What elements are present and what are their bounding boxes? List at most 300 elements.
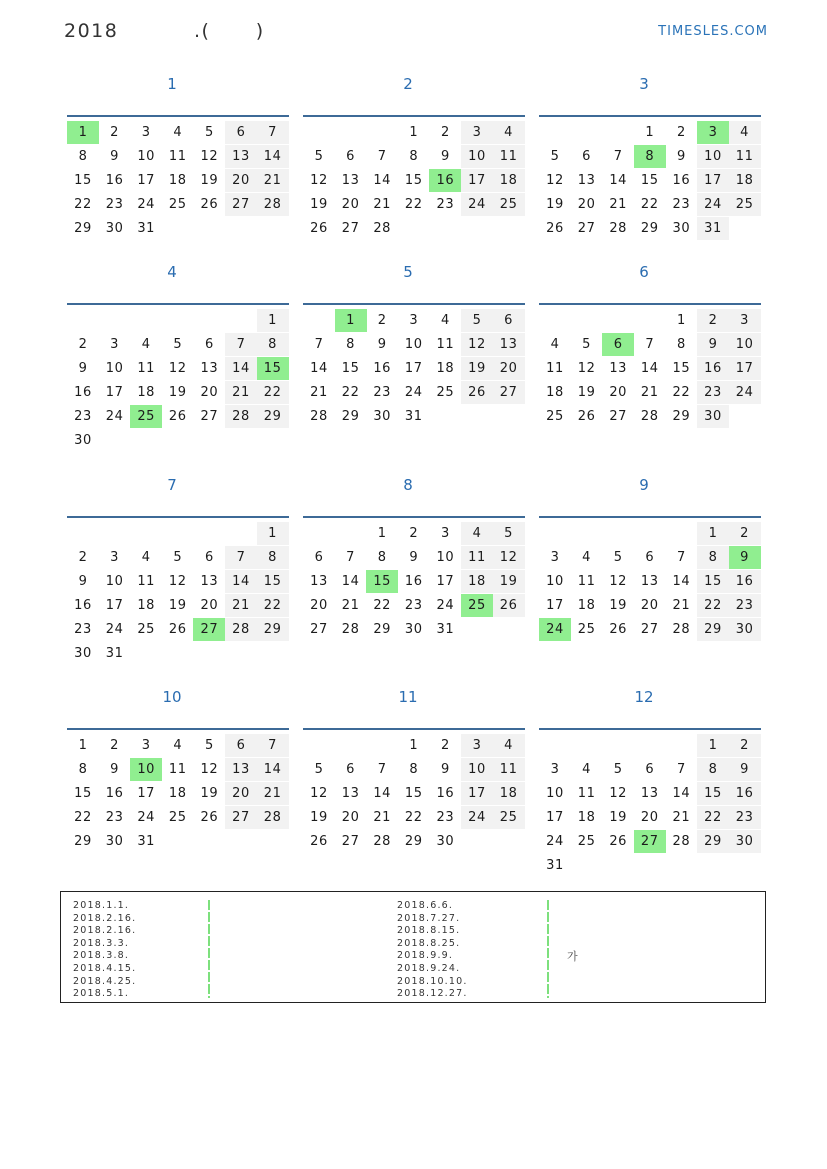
day-cell: 13 — [640, 574, 659, 589]
holiday-day-cell: 8 — [634, 145, 666, 168]
month-title: 11 — [398, 688, 418, 706]
day-cell: 8 — [78, 762, 88, 777]
day-cell: 7 — [225, 546, 257, 569]
legend-date: 2018.6.6. — [397, 900, 454, 911]
day-cell: 21 — [341, 598, 360, 613]
legend-date: 2018.4.15. — [73, 962, 137, 974]
day-cell: 14 — [225, 570, 257, 593]
holiday-day-cell: 10 — [130, 758, 162, 781]
day-cell: 13 — [609, 361, 628, 376]
day-cell: 4 — [173, 738, 183, 753]
day-cell: 22 — [257, 594, 289, 617]
day-cell: 17 — [137, 173, 156, 188]
day-cell: 11 — [137, 361, 156, 376]
day-cell: 14 — [672, 786, 691, 801]
legend-date: 2018.1.1. — [73, 900, 130, 911]
day-cell: 5 — [173, 550, 183, 565]
day-cell: 12 — [461, 333, 493, 356]
day-cell: 3 — [461, 734, 493, 757]
day-cell: 17 — [404, 361, 423, 376]
day-cell: 24 — [729, 381, 761, 404]
legend-right-holiday-bar — [547, 900, 549, 998]
day-cell: 17 — [461, 782, 493, 805]
holiday-day-cell: 24 — [539, 618, 571, 641]
month-rule — [539, 728, 761, 730]
day-cell: 5 — [461, 309, 493, 332]
day-cell: 22 — [672, 385, 691, 400]
day-cell: 6 — [346, 762, 356, 777]
day-cell: 10 — [461, 145, 493, 168]
day-cell: 8 — [377, 550, 387, 565]
month-rule — [67, 516, 289, 518]
day-cell: 10 — [697, 145, 729, 168]
day-cell: 23 — [672, 197, 691, 212]
day-cell: 26 — [609, 622, 628, 637]
day-cell: 17 — [546, 598, 564, 613]
day-cell: 22 — [697, 806, 729, 829]
day-cell: 26 — [200, 197, 219, 212]
day-cell: 11 — [168, 762, 187, 777]
day-cell: 21 — [373, 197, 392, 212]
day-cell: 2 — [409, 526, 419, 541]
day-cell: 17 — [697, 169, 729, 192]
day-cell: 17 — [729, 357, 761, 380]
day-cell: 2 — [440, 738, 450, 753]
day-cell: 4 — [729, 121, 761, 144]
day-cell: 19 — [168, 598, 187, 613]
month-rule — [303, 728, 525, 730]
day-cell: 11 — [461, 546, 493, 569]
day-cell: 28 — [310, 409, 328, 424]
day-cell: 26 — [200, 810, 219, 825]
day-cell: 9 — [440, 762, 450, 777]
day-cell: 30 — [729, 618, 761, 641]
day-cell: 16 — [373, 361, 392, 376]
day-cell: 17 — [137, 786, 156, 801]
legend-date: 2018.9.9. — [397, 950, 454, 962]
day-cell: 27 — [200, 409, 219, 424]
day-cell: 6 — [645, 550, 655, 565]
day-cell: 18 — [436, 361, 455, 376]
legend-date: 2018.3.3. — [73, 937, 130, 949]
day-cell: 27 — [609, 409, 628, 424]
day-cell: 23 — [729, 594, 761, 617]
day-cell: 15 — [697, 570, 729, 593]
day-cell: 5 — [613, 550, 623, 565]
day-cell: 30 — [74, 646, 92, 661]
day-cell: 19 — [461, 357, 493, 380]
day-cell: 22 — [404, 810, 423, 825]
day-cell: 21 — [310, 385, 328, 400]
month-title: 7 — [167, 476, 177, 494]
day-cell: 7 — [257, 734, 289, 757]
day-cell: 23 — [436, 810, 455, 825]
legend-date: 2018.4.25. — [73, 975, 137, 987]
day-cell: 6 — [582, 149, 592, 164]
day-cell: 7 — [377, 762, 387, 777]
day-cell: 30 — [404, 622, 423, 637]
legend-right-column — [397, 900, 468, 1001]
day-cell: 14 — [257, 145, 289, 168]
day-cell: 28 — [672, 622, 691, 637]
day-cell: 26 — [493, 594, 525, 617]
day-cell: 23 — [74, 409, 92, 424]
day-cell: 14 — [341, 574, 360, 589]
day-cell: 29 — [404, 834, 423, 849]
day-cell: 7 — [676, 550, 686, 565]
calendar-title — [64, 20, 265, 42]
holiday-day-cell: 15 — [366, 570, 398, 593]
day-cell: 10 — [546, 574, 564, 589]
day-cell: 9 — [676, 149, 686, 164]
legend-date: 2018.3.8. — [73, 950, 130, 962]
day-cell: 8 — [346, 337, 356, 352]
day-cell: 8 — [78, 149, 88, 164]
day-cell: 2 — [729, 734, 761, 757]
day-cell: 31 — [137, 834, 156, 849]
day-cell: 23 — [105, 810, 124, 825]
day-cell: 6 — [204, 337, 214, 352]
day-cell: 12 — [577, 361, 596, 376]
day-cell: 26 — [168, 622, 187, 637]
day-cell: 21 — [225, 594, 257, 617]
day-cell: 27 — [341, 834, 360, 849]
day-cell: 1 — [78, 738, 88, 753]
day-cell: 2 — [110, 738, 120, 753]
day-cell: 18 — [546, 385, 564, 400]
day-cell: 28 — [341, 622, 360, 637]
day-cell: 25 — [546, 409, 564, 424]
holiday-day-cell: 16 — [429, 169, 461, 192]
day-cell: 10 — [729, 333, 761, 356]
day-cell: 10 — [461, 758, 493, 781]
day-cell: 14 — [640, 361, 659, 376]
day-cell: 28 — [225, 405, 257, 428]
month-rule — [303, 303, 525, 305]
day-cell: 3 — [729, 309, 761, 332]
day-cell: 30 — [672, 221, 691, 236]
day-cell: 19 — [310, 810, 328, 825]
day-cell: 23 — [697, 381, 729, 404]
day-cell: 14 — [225, 357, 257, 380]
day-cell: 21 — [225, 381, 257, 404]
holiday-day-cell: 1 — [335, 309, 367, 332]
holiday-day-cell: 6 — [602, 333, 634, 356]
day-cell: 13 — [310, 574, 328, 589]
day-cell: 11 — [577, 574, 596, 589]
month-title: 12 — [634, 688, 654, 706]
day-cell: 7 — [314, 337, 324, 352]
day-cell: 15 — [74, 786, 92, 801]
day-cell: 19 — [546, 197, 564, 212]
day-cell: 3 — [141, 738, 151, 753]
day-cell: 2 — [440, 125, 450, 140]
month-title: 10 — [162, 688, 182, 706]
day-cell: 13 — [341, 173, 360, 188]
legend-date: 2018.10.10. — [397, 975, 468, 987]
day-cell: 4 — [550, 337, 560, 352]
day-cell: 16 — [404, 574, 423, 589]
day-cell: 30 — [105, 221, 124, 236]
day-cell: 20 — [577, 197, 596, 212]
day-cell: 22 — [74, 810, 92, 825]
month-title: 9 — [639, 476, 649, 494]
day-cell: 27 — [493, 381, 525, 404]
day-cell: 24 — [546, 834, 564, 849]
day-cell: 14 — [310, 361, 328, 376]
day-cell: 6 — [493, 309, 525, 332]
day-cell: 18 — [168, 173, 187, 188]
day-cell: 10 — [137, 149, 156, 164]
day-cell: 18 — [461, 570, 493, 593]
day-cell: 29 — [74, 834, 92, 849]
day-cell: 28 — [373, 221, 392, 236]
day-cell: 13 — [200, 574, 219, 589]
day-cell: 17 — [105, 385, 124, 400]
day-cell: 29 — [697, 618, 729, 641]
day-cell: 18 — [729, 169, 761, 192]
day-cell: 25 — [168, 197, 187, 212]
day-cell: 22 — [74, 197, 92, 212]
day-cell: 12 — [609, 786, 628, 801]
legend-date: 2018.7.27. — [397, 912, 461, 924]
day-cell: 2 — [377, 313, 387, 328]
holiday-day-cell: 9 — [729, 546, 761, 569]
day-cell: 8 — [676, 337, 686, 352]
day-cell: 23 — [373, 385, 392, 400]
day-cell: 20 — [341, 197, 360, 212]
day-cell: 9 — [729, 758, 761, 781]
day-cell: 19 — [200, 786, 219, 801]
day-cell: 25 — [436, 385, 455, 400]
day-cell: 2 — [110, 125, 120, 140]
day-cell: 15 — [697, 782, 729, 805]
day-cell: 15 — [74, 173, 92, 188]
day-cell: 21 — [257, 169, 289, 192]
day-cell: 4 — [493, 734, 525, 757]
day-cell: 12 — [168, 574, 187, 589]
day-cell: 6 — [314, 550, 324, 565]
day-cell: 27 — [640, 622, 659, 637]
year-label: 2018 — [64, 20, 119, 42]
day-cell: 31 — [105, 646, 124, 661]
day-cell: 29 — [341, 409, 360, 424]
day-cell: 24 — [461, 193, 493, 216]
day-cell: 28 — [225, 618, 257, 641]
day-cell: 14 — [609, 173, 628, 188]
day-cell: 29 — [672, 409, 691, 424]
day-cell: 14 — [672, 574, 691, 589]
day-cell: 15 — [257, 570, 289, 593]
day-cell: 2 — [676, 125, 686, 140]
day-cell: 3 — [110, 550, 120, 565]
day-cell: 16 — [436, 786, 455, 801]
day-cell: 16 — [729, 782, 761, 805]
day-cell: 23 — [105, 197, 124, 212]
month-rule — [539, 516, 761, 518]
day-cell: 9 — [409, 550, 419, 565]
day-cell: 19 — [310, 197, 328, 212]
day-cell: 3 — [550, 762, 560, 777]
day-cell: 26 — [310, 834, 328, 849]
day-cell: 30 — [729, 830, 761, 853]
day-cell: 25 — [168, 810, 187, 825]
day-cell: 12 — [168, 361, 187, 376]
day-cell: 31 — [697, 217, 729, 240]
day-cell: 17 — [436, 574, 455, 589]
legend-left-holiday-bar — [208, 900, 210, 998]
month-title: 3 — [639, 75, 649, 93]
day-cell: 31 — [404, 409, 423, 424]
day-cell: 4 — [141, 550, 151, 565]
day-cell: 31 — [436, 622, 455, 637]
day-cell: 9 — [440, 149, 450, 164]
day-cell: 20 — [225, 169, 257, 192]
day-cell: 25 — [493, 806, 525, 829]
day-cell: 4 — [440, 313, 450, 328]
day-cell: 11 — [729, 145, 761, 168]
day-cell: 21 — [672, 810, 691, 825]
holiday-day-cell: 15 — [257, 357, 289, 380]
day-cell: 15 — [404, 173, 423, 188]
day-cell: 8 — [409, 149, 419, 164]
day-cell: 27 — [310, 622, 328, 637]
day-cell: 10 — [546, 786, 564, 801]
day-cell: 12 — [609, 574, 628, 589]
day-cell: 1 — [377, 526, 387, 541]
legend-date: 2018.5.1. — [73, 988, 130, 1000]
holiday-legend — [60, 891, 766, 1003]
day-cell: 15 — [341, 361, 360, 376]
day-cell: 8 — [697, 546, 729, 569]
day-cell: 25 — [577, 834, 596, 849]
day-cell: 6 — [204, 550, 214, 565]
day-cell: 29 — [74, 221, 92, 236]
day-cell: 4 — [173, 125, 183, 140]
day-cell: 11 — [546, 361, 564, 376]
day-cell: 20 — [341, 810, 360, 825]
day-cell: 15 — [404, 786, 423, 801]
day-cell: 27 — [225, 193, 257, 216]
day-cell: 28 — [257, 806, 289, 829]
day-cell: 21 — [640, 385, 659, 400]
day-cell: 1 — [676, 313, 686, 328]
month-rule — [303, 516, 525, 518]
day-cell: 26 — [461, 381, 493, 404]
day-cell: 6 — [645, 762, 655, 777]
day-cell: 27 — [577, 221, 596, 236]
day-cell: 7 — [676, 762, 686, 777]
day-cell: 4 — [141, 337, 151, 352]
day-cell: 5 — [204, 125, 214, 140]
day-cell: 26 — [168, 409, 187, 424]
day-cell: 5 — [550, 149, 560, 164]
day-cell: 16 — [672, 173, 691, 188]
day-cell: 12 — [310, 786, 328, 801]
day-cell: 7 — [225, 333, 257, 356]
day-cell: 24 — [697, 193, 729, 216]
day-cell: 7 — [346, 550, 356, 565]
day-cell: 18 — [493, 169, 525, 192]
month-title: 1 — [167, 75, 177, 93]
day-cell: 21 — [373, 810, 392, 825]
day-cell: 12 — [546, 173, 564, 188]
holiday-day-cell: 3 — [697, 121, 729, 144]
legend-date: 2018.8.25. — [397, 937, 461, 949]
legend-date: 2018.9.24. — [397, 962, 461, 974]
day-cell: 25 — [493, 193, 525, 216]
day-cell: 11 — [168, 149, 187, 164]
day-cell: 19 — [609, 810, 628, 825]
day-cell: 15 — [640, 173, 659, 188]
day-cell: 21 — [672, 598, 691, 613]
day-cell: 19 — [200, 173, 219, 188]
day-cell: 5 — [493, 522, 525, 545]
day-cell: 23 — [729, 806, 761, 829]
day-cell: 28 — [640, 409, 659, 424]
month-title: 5 — [403, 263, 413, 281]
day-cell: 24 — [461, 806, 493, 829]
day-cell: 9 — [78, 361, 88, 376]
day-cell: 22 — [257, 381, 289, 404]
day-cell: 20 — [200, 598, 219, 613]
day-cell: 13 — [341, 786, 360, 801]
day-cell: 10 — [436, 550, 455, 565]
month-title: 8 — [403, 476, 413, 494]
legend-date: 2018.2.16. — [73, 912, 137, 924]
day-cell: 28 — [609, 221, 628, 236]
day-cell: 13 — [200, 361, 219, 376]
day-cell: 2 — [78, 337, 88, 352]
legend-date: 2018.2.16. — [73, 925, 137, 937]
day-cell: 25 — [729, 193, 761, 216]
month-rule — [539, 115, 761, 117]
day-cell: 3 — [461, 121, 493, 144]
day-cell: 14 — [373, 173, 392, 188]
day-cell: 17 — [546, 810, 564, 825]
day-cell: 5 — [173, 337, 183, 352]
legend-note: 가 — [567, 950, 578, 963]
day-cell: 16 — [697, 357, 729, 380]
day-cell: 7 — [645, 337, 655, 352]
day-cell: 2 — [729, 522, 761, 545]
day-cell: 13 — [225, 758, 257, 781]
day-cell: 20 — [493, 357, 525, 380]
day-cell: 10 — [404, 337, 423, 352]
day-cell: 17 — [105, 598, 124, 613]
holiday-day-cell: 25 — [461, 594, 493, 617]
month-rule — [67, 303, 289, 305]
day-cell: 29 — [257, 405, 289, 428]
day-cell: 7 — [257, 121, 289, 144]
day-cell: 24 — [137, 810, 156, 825]
day-cell: 23 — [404, 598, 423, 613]
holiday-day-cell: 27 — [193, 618, 225, 641]
day-cell: 29 — [257, 618, 289, 641]
day-cell: 30 — [697, 405, 729, 428]
day-cell: 26 — [546, 221, 564, 236]
day-cell: 21 — [609, 197, 628, 212]
holiday-day-cell: 25 — [130, 405, 162, 428]
day-cell: 5 — [204, 738, 214, 753]
day-cell: 28 — [373, 834, 392, 849]
day-cell: 12 — [200, 149, 219, 164]
site-logo[interactable]: TIMESLES.COM — [658, 24, 768, 39]
day-cell: 13 — [640, 786, 659, 801]
day-cell: 28 — [257, 193, 289, 216]
month-rule — [67, 115, 289, 117]
day-cell: 8 — [257, 546, 289, 569]
